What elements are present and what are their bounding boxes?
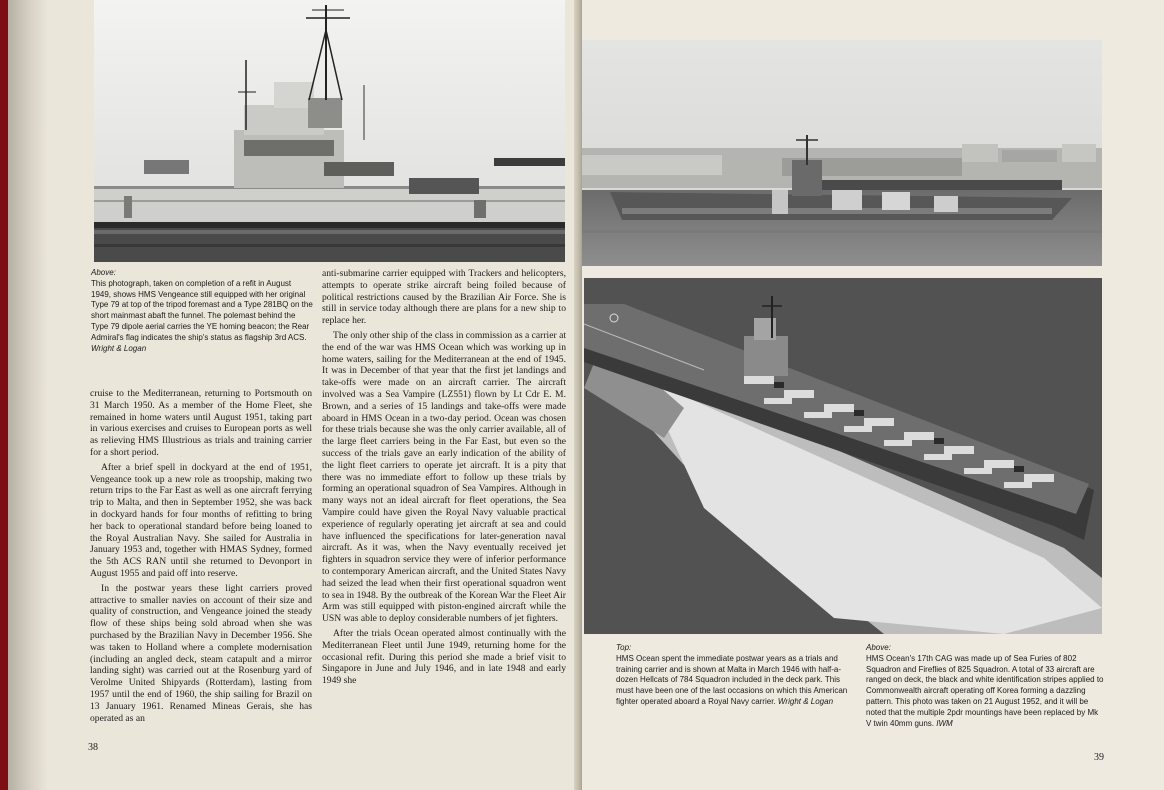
- photo-caption-vengeance: [91, 268, 313, 354]
- caption-credit: Wright & Logan: [777, 696, 834, 706]
- paragraph: After the trials Ocean operated almost continually with the Mediterranean Fleet until June 1949, returning home for the occasional refit. During this period she made a brief visit to Singapore in June and July 1946, and in late 1948 and early 1949 she: [322, 627, 566, 687]
- caption-heading: Above:: [866, 643, 891, 652]
- caption-heading: Above:: [91, 268, 116, 277]
- caption-text: HMS Ocean spent the immediate postwar years as a trials and training carrier and is shown at Malta in March 1946 with half-a-dozen Hellcats of 784 Squadron included in the deck park. This must have been one of the last occasions on which this American fighter operated aboard a Royal Navy carrier.: [616, 653, 848, 706]
- text-column-left: [90, 388, 312, 724]
- text-column-right: [322, 268, 566, 687]
- paragraph: After a brief spell in dockyard at the end of 1951, Vengeance took up a new role as troopship, making two return trips to the Far East as well as one aircraft ferrying trip to Malta, and then in September 1952, she was back in dockyard hands for four months of refitting to bring her back to operational standard before being loaned to the Royal Australian Navy. She sailed for Australia in January 1953 and, together with HMAS Sydney, formed the 5th ACS RAN until she returned to Devonport in August 1955 and paid off into reserve.: [90, 461, 312, 579]
- paragraph: cruise to the Mediterranean, returning to Portsmouth on 31 March 1950. As a member of the Home Fleet, she remained in home waters until August 1951, taking part in various exercises and cruises to European ports as well as relieving HMS Illustrious as trials and training carrier for a short period.: [90, 388, 312, 458]
- page-edge-shadow: [8, 0, 48, 790]
- caption-credit: Wright & Logan: [91, 343, 147, 353]
- paragraph: anti-submarine carrier equipped with Trackers and helicopters, attempts to operate strike aircraft being foiled because of political restrictions caused by the Brazilian Air Force. She is still in service today although there are plans for a new ship to replace her.: [322, 268, 566, 327]
- photo-hms-ocean-underway: [584, 278, 1102, 634]
- right-page: [582, 0, 1164, 790]
- page-number-right: 39: [1094, 752, 1104, 763]
- photo-hms-ocean-malta: [582, 40, 1102, 266]
- paragraph: In the postwar years these light carriers proved attractive to smaller navies on account of their size and quality of construction, and Vengeance joined the steady flow of these ships being sold abroad when she was purchased by the Brazilian Navy in December 1956. She was taken to Holland where a complete modernisation (including an angled deck, steam catapult and a mirror landing sight) was carried out at the Rosenburg yard of Verolme United Shipyards (Rotterdam), lasting from 1957 until the end of 1960, the ship sailing for Brazil on 13 January 1961. Renamed Mineas Gerais, she has operated as an: [90, 582, 312, 724]
- caption-text: This photograph, taken on completion of a refit in August 1949, shows HMS Vengeance still equipped with her original Type 79 at top of the tripod foremast and a Type 281BQ on the short mainmast abaft the funnel. The polemast behind the Type 79 dipole aerial carries the YE homing beacon; the Rear Admiral's flag indicates the ship's status as flagship 3rd ACS.: [91, 278, 313, 342]
- caption-heading: Top:: [616, 643, 632, 652]
- paragraph: The only other ship of the class in commission as a carrier at the end of the war was HMS Ocean which was working up in home waters, sailing for the Mediterranean at the end of 1945. It was in December of that year that the first jet landings and take-offs were made on an aircraft carrier. The aircraft involved was a Sea Vampire (LZ551) flown by Lt Cdr E. M. Brown, and a series of 15 landings and take-offs were made aboard in HMS Ocean in a two-day period. Ocean was chosen for these trials because she was the only carrier available, all of the large fleet carriers being in the Far East, but even so the success of the trials gave an early indication of the ability of the light fleet carriers to operate jet aircraft. It is a pity that there was no immediate effort to follow up these trials by forming an operational squadron of Sea Vampires. Although in many ways not an ideal aircraft for fleet operations, the Sea Vampire could have given the Royal Navy valuable practical experience of regularly operating jet aircraft at sea and could have influenced the specifications for later-generation naval aircraft. As it was, when the Navy eventually received jet fighters in squadron service they were of inferior performance to contemporary American aircraft, and the United States Navy had seized the lead when their first operational squadron went to sea in 1948. By the outbreak of the Korean War the Fleet Air Arm was still equipped with piston-engined aircraft while the USN was able to deploy considerable numbers of jet fighters.: [322, 329, 566, 625]
- caption-credit: IWM: [936, 718, 953, 728]
- left-page: [8, 0, 580, 790]
- photo-hms-vengeance: [94, 0, 565, 262]
- caption-text: HMS Ocean's 17th CAG was made up of Sea Furies of 802 Squadron and Fireflies of 825 Squadron. A total of 33 aircraft are ranged on deck, the black and white identification stripes applied to Commonwealth aircraft operating off Korea forming a dazzling pattern. This photo was taken on 21 August 1952, and it will be noted that the multiple 2pdr mountings have been replaced by Mk V twin 40mm guns.: [866, 653, 1104, 728]
- caption-top-photo: [616, 643, 856, 708]
- page-number-left: 38: [88, 742, 98, 753]
- caption-lower-photo: [866, 643, 1104, 729]
